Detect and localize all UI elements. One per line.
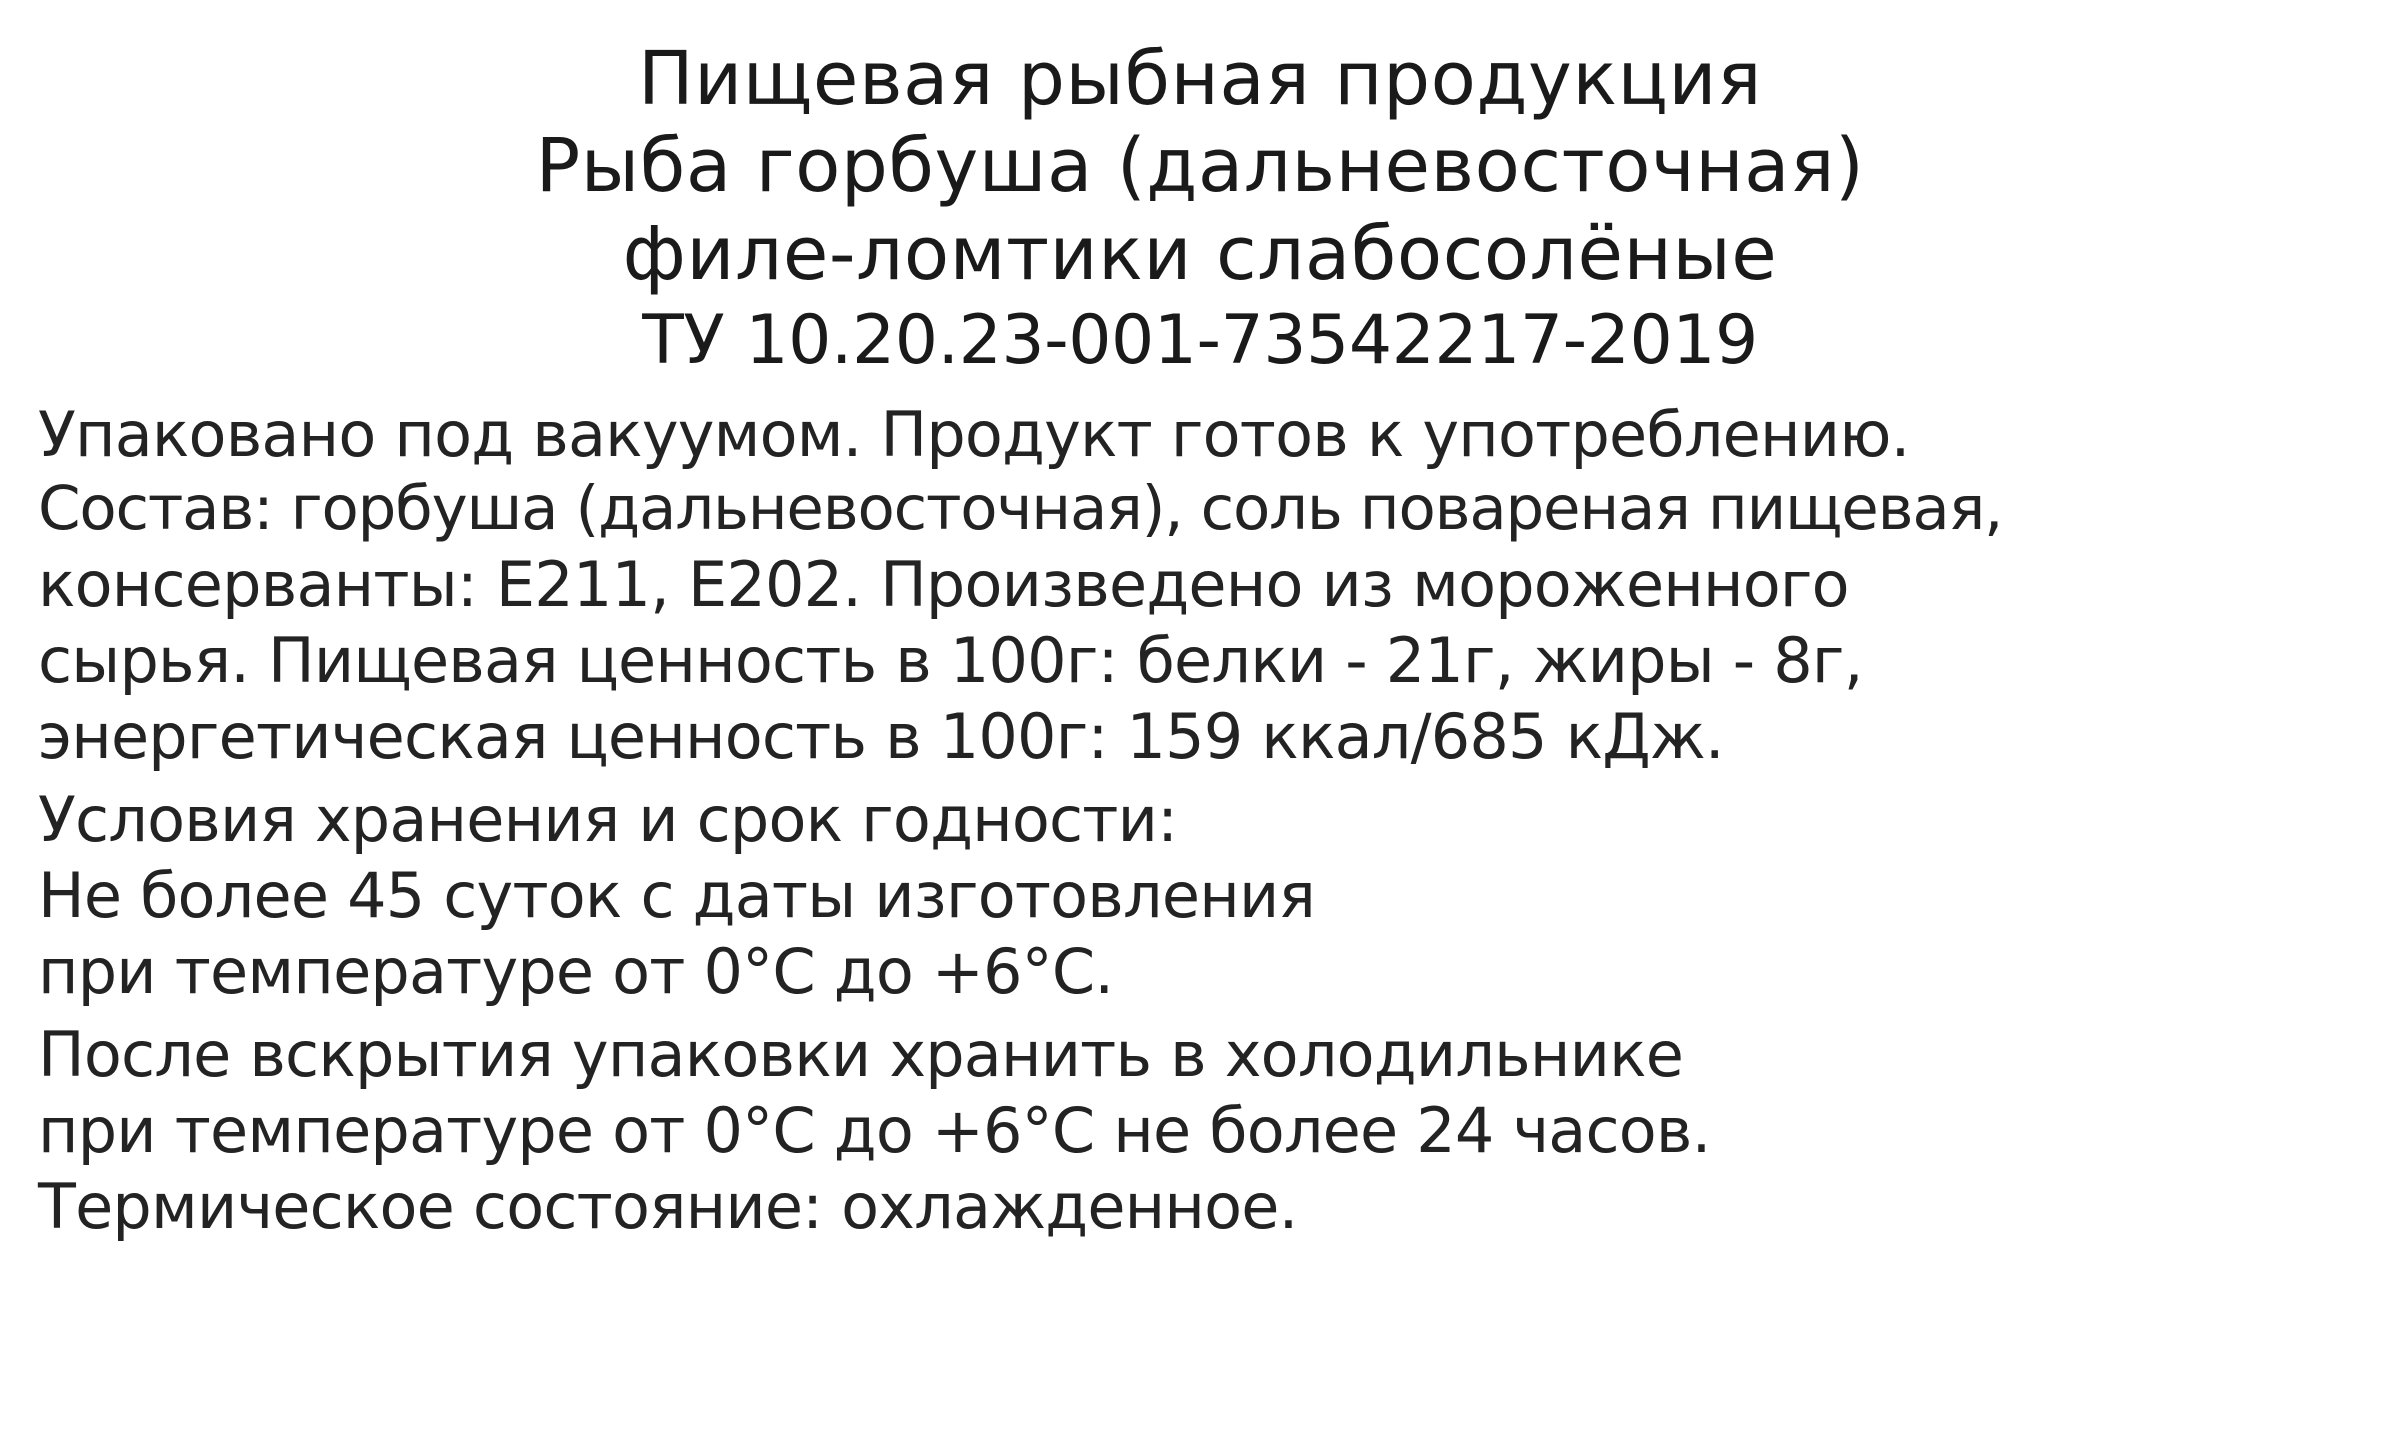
storage-line-2: при температуре от 0°С до +6°С.: [38, 934, 1114, 1008]
thermal-state: Термическое состояние: охлажденное.: [38, 1169, 1298, 1243]
product-form-title: филе-ломтики слабосолёные: [622, 210, 1778, 297]
label-heading: [0, 0, 2400, 381]
spec-number: ТУ 10.20.23-001-73542217-2019: [642, 301, 1758, 381]
composition-line-1: Состав: горбуша (дальневосточная), соль повареная пищевая,: [38, 473, 2003, 545]
storage-line-1: Не более 45 суток с даты изготовления: [38, 859, 1315, 933]
nutrition-line-1: сырья. Пищевая ценность в 100г: белки - 21г, жиры - 8г,: [38, 623, 1863, 697]
storage-title: Условия хранения и срок годности:: [38, 783, 1178, 857]
after-open-line-1: После вскрытия упаковки хранить в холодильнике: [38, 1018, 1684, 1092]
after-open-line-2: при температуре от 0°С до +6°С не более 24 часов.: [38, 1094, 1711, 1168]
packaging-note: Упаковано под вакуумом. Продукт готов к употреблению.: [38, 397, 1910, 471]
nutrition-line-2: энергетическая ценность в 100г: 159 ккал/685 кДж.: [38, 699, 1724, 773]
label-body: [0, 397, 2400, 1243]
composition-line-2: консерванты: Е211, Е202. Произведено из мороженного: [38, 548, 1849, 622]
product-name-title: Рыба горбуша (дальневосточная): [535, 123, 1865, 210]
product-category-title: Пищевая рыбная продукция: [637, 36, 1763, 122]
